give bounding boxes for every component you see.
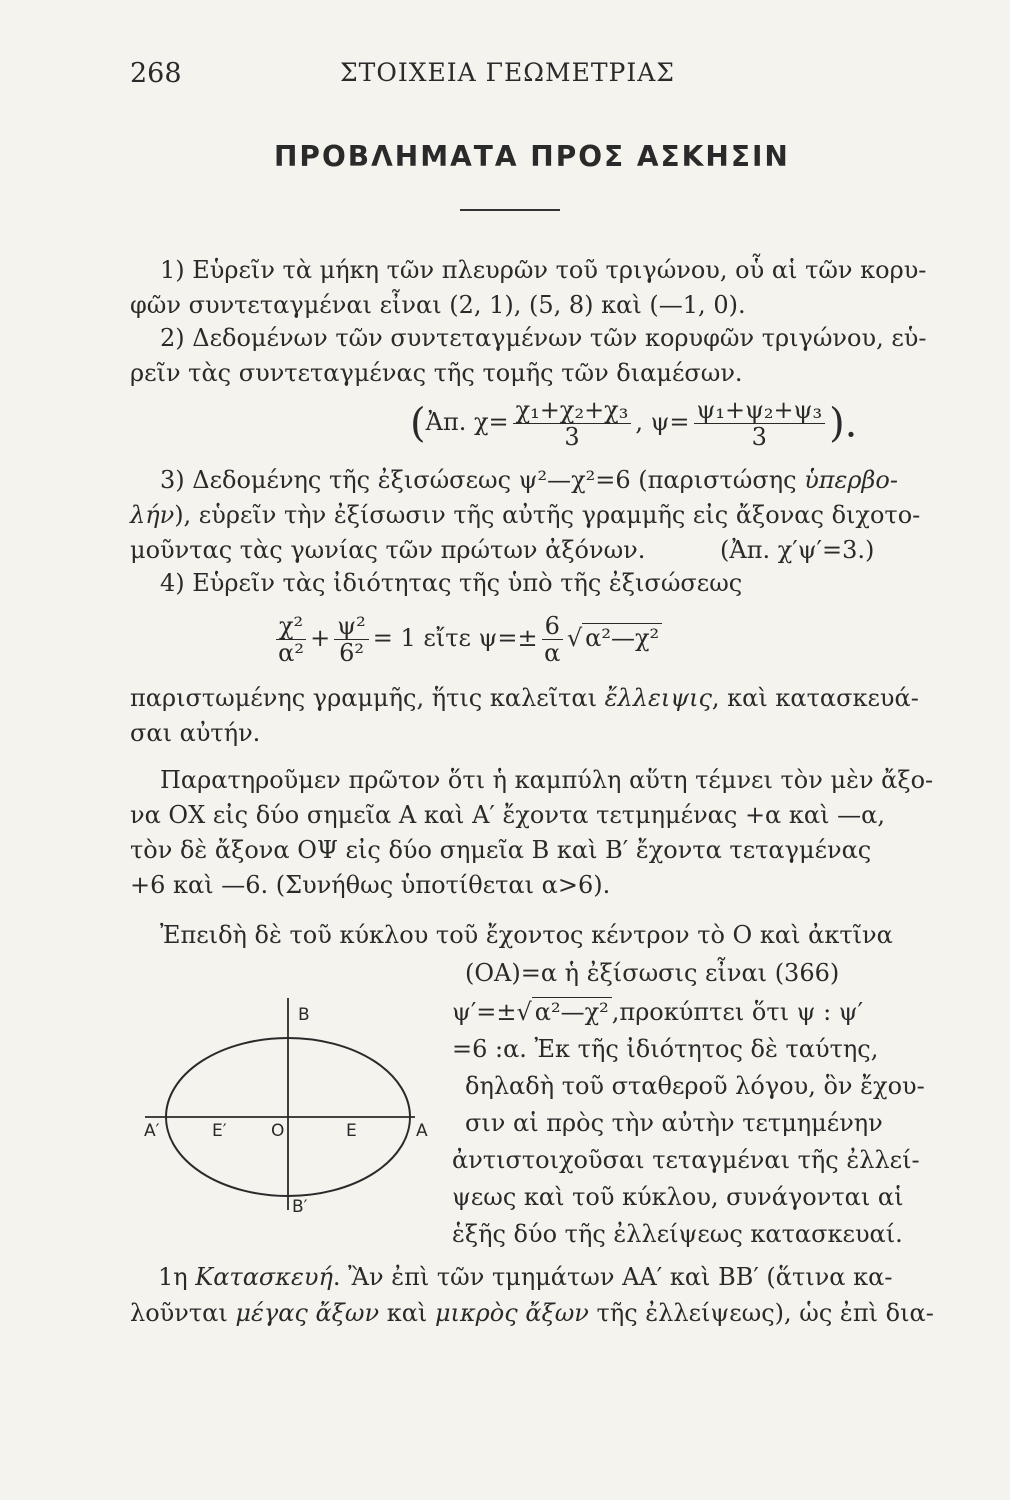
p6-line-3-a: ψ′=± (452, 998, 517, 1026)
p3-line-3: μοῦντας τὰς γωνίας τῶν πρώτων ἀξόνων. (130, 536, 646, 564)
p6-line-6: σιν αἱ πρὸς τὴν αὐτὴν τετμημένην (465, 1109, 883, 1137)
answer-2 (410, 392, 857, 454)
label-E-prime: Ε′ (212, 1121, 227, 1141)
p6-line-5: δηλαδὴ τοῦ σταθεροῦ λόγου, ὃν ἔχου- (465, 1072, 925, 1100)
close-paren: ). (829, 400, 858, 447)
p5-line-3: τὸν δὲ ἄξονα ΟΨ εἰς δύο σημεῖα Β καὶ Β′ ἔχοντα τεταγμένας (130, 836, 872, 864)
eq-fraction-1-den: α² (278, 639, 304, 667)
eq-plus: + (310, 624, 331, 652)
open-paren: ( (410, 400, 426, 447)
p6-line-2: (ΟΑ)=α ἡ ἐξίσωσις εἶναι (366) (465, 959, 840, 987)
p7-line-2 (130, 1298, 934, 1328)
p7-line-2-c: καὶ (379, 1299, 435, 1327)
fraction-x-numerator: χ₁+χ₂+χ₃ (513, 397, 632, 424)
p5-line-4: +6 καὶ —6. (Συνήθως ὑποτίθεται α>6). (130, 871, 611, 899)
eq-fraction-2-den: 6² (339, 639, 364, 667)
label-A: Α (416, 1121, 428, 1141)
ellipse-figure (140, 990, 440, 1240)
p3-line-2-text: ), εὑρεῖν τὴν ἐξίσωσιν τῆς αὐτῆς γραμμῆς εἰς ἄξονας διχοτο- (174, 501, 921, 529)
eq-fraction-2-num: ψ² (334, 613, 368, 640)
eq-fraction-1-num: χ² (276, 613, 306, 640)
p6-line-8: ψεως καὶ τοῦ κύκλου, συνάγονται αἱ (452, 1183, 904, 1211)
page-number: 268 (130, 58, 182, 89)
p5-line-1: Παρατηροῦμεν πρῶτον ὅτι ἡ καμπύλη αὕτη τέμνει τὸν μὲν ἄξο- (160, 766, 934, 794)
radical-sign-2: √ (516, 998, 532, 1026)
eq-fraction-3 (542, 613, 563, 666)
answer-2-prefix: Ἀπ. χ= (425, 408, 509, 436)
p6-line-1: Ἐπειδὴ δὲ τοῦ κύκλου τοῦ ἔχοντος κέντρον τὸ Ο καὶ ἀκτῖνα (160, 921, 893, 949)
term-ellipse: ἔλλειψις (604, 684, 712, 712)
eq-fraction-3-num: 6 (542, 613, 563, 640)
fraction-y-numerator: ψ₁+ψ₂+ψ₃ (694, 397, 826, 424)
p7-heading: Κατασκευή (195, 1263, 333, 1291)
p5-line-2: να ΟΧ εἰς δύο σημεῖα Α καὶ Α′ ἔχοντα τετμημένας +α καὶ —α, (130, 801, 885, 829)
label-B-prime: Β′ (292, 1197, 308, 1217)
p2-line-1: 2) Δεδομένων τῶν συντεταγμένων τῶν κορυφῶν τριγώνου, εὑ- (160, 324, 927, 352)
p4-line-1: 4) Εὑρεῖν τὰς ἰδιότητας τῆς ὑπὸ τῆς ἐξισώσεως (160, 569, 743, 597)
fraction-x (513, 397, 632, 450)
p7-line-2-e: τῆς ἐλλείψεως), ὡς ἐπὶ δια- (588, 1299, 934, 1327)
term-major-axis: μέγας ἄξων (235, 1299, 380, 1327)
p7-line-1-text: . Ἂν ἐπὶ τῶν τμημάτων ΑΑ′ καὶ ΒΒ′ (ἅτινα κα- (332, 1263, 893, 1291)
radicand-2: α²—χ² (532, 997, 612, 1026)
p6-line-7: ἀντιστοιχοῦσαι τεταγμέναι τῆς ἐλλεί- (452, 1146, 920, 1174)
radical-sign: √ (566, 624, 583, 652)
fraction-y-denominator: 3 (751, 423, 767, 451)
ellipse-equation (272, 608, 662, 668)
p4-line-3-text-c: , καὶ κατασκευά- (711, 684, 919, 712)
p7-line-2-a: λοῦνται (130, 1299, 236, 1327)
p7-number: 1η (158, 1263, 196, 1291)
eq-fraction-1 (276, 613, 306, 666)
eq-fraction-3-den: α (544, 639, 561, 667)
label-B: Β (298, 1005, 310, 1025)
p4-line-3 (130, 683, 919, 713)
title-rule (460, 209, 560, 211)
p3-line-1-text: 3) Δεδομένης τῆς ἐξισώσεως ψ²—χ²=6 (παριστώσης (160, 466, 805, 494)
label-O: Ο (271, 1121, 285, 1141)
p6-line-4: =6 :α. Ἐκ τῆς ἰδιότητος δὲ ταύτης, (452, 1035, 879, 1063)
answer-2-sep: , ψ= (635, 408, 690, 436)
p1-line-2: φῶν συντεταγμέναι εἶναι (2, 1), (5, 8) καὶ (—1, 0). (130, 291, 746, 319)
p2-line-2: ρεῖν τὰς συντεταγμένας τῆς τομῆς τῶν διαμέσων. (130, 359, 743, 387)
p1-line-1: 1) Εὑρεῖν τὰ μήκη τῶν πλευρῶν τοῦ τριγώνου, οὗ αἱ τῶν κορυ- (160, 256, 927, 284)
eq-fraction-2 (334, 613, 368, 666)
term-minor-axis: μικρὸς ἄξων (434, 1299, 589, 1327)
eq-rest: = 1 εἴτε ψ=± (372, 624, 538, 652)
p6-line-3 (452, 997, 863, 1027)
running-title: ΣΤΟΙΧΕΙΑ ΓΕΩΜΕΤΡΙΑΣ (340, 58, 675, 87)
p4-line-4: σαι αὐτήν. (130, 719, 261, 747)
section-title: ΠΡΟΒΛΗΜΑΤΑ ΠΡΟΣ ΑΣΚΗΣΙΝ (274, 140, 790, 173)
p6-line-9: ἑξῆς δύο τῆς ἐλλείψεως κατασκευαί. (452, 1220, 903, 1248)
radicand: α²—χ² (582, 623, 662, 652)
p3-line-2-italic: λήν (130, 501, 175, 529)
fraction-y (694, 397, 826, 450)
p3-answer: (Ἀπ. χ′ψ′=3.) (720, 536, 875, 564)
p3-line-1 (160, 465, 898, 495)
p4-line-3-text-a: παριστωμένης γραμμῆς, ἥτις καλεῖται (130, 684, 605, 712)
p6-line-3-c: ,προκύπτει ὅτι ψ : ψ′ (611, 998, 864, 1026)
p7-line-1 (158, 1262, 892, 1292)
p3-line-2 (130, 500, 920, 530)
fraction-x-denominator: 3 (564, 423, 580, 451)
label-E: Ε (346, 1121, 357, 1141)
label-A-prime: Α′ (144, 1121, 160, 1141)
p3-line-1-italic: ὑπερβο- (804, 466, 898, 494)
